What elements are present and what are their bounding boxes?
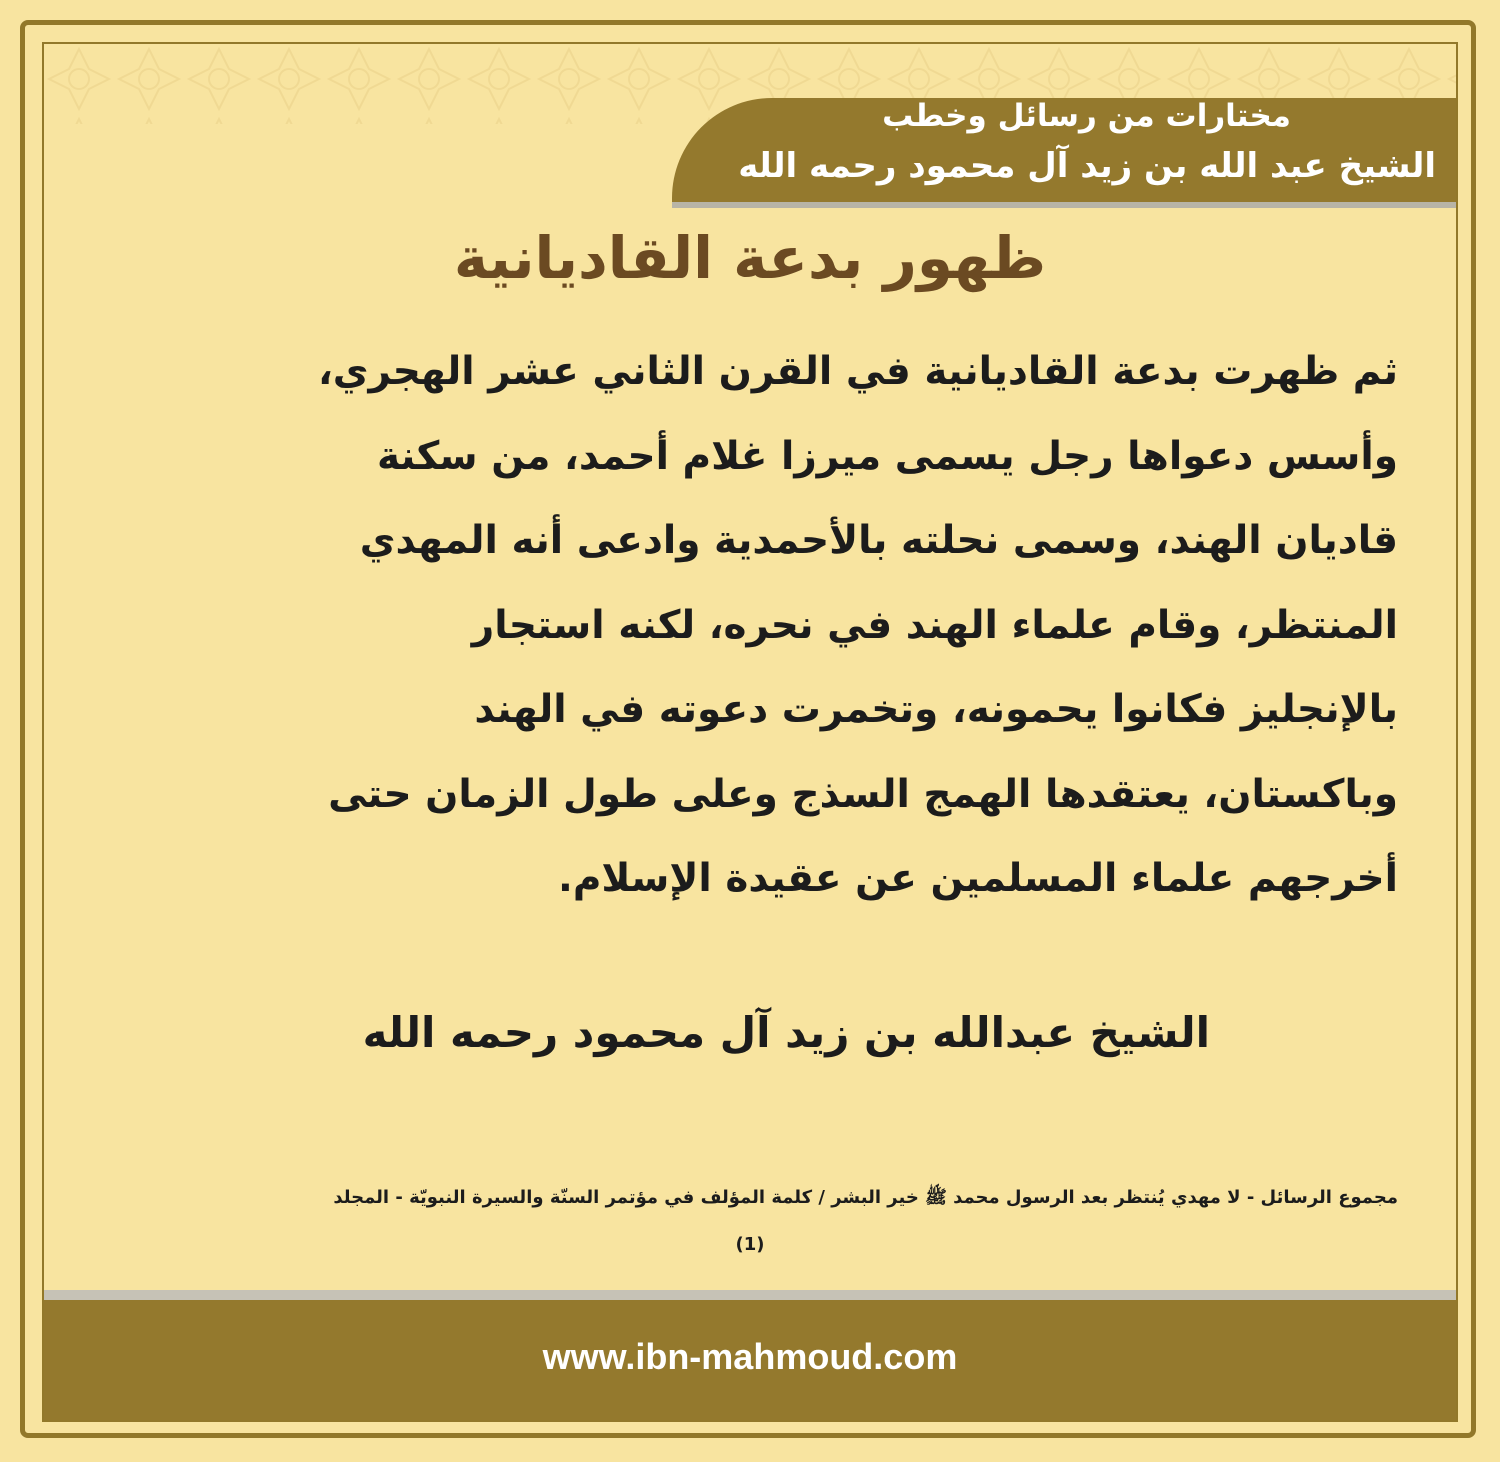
footer-separator — [44, 1290, 1456, 1300]
header-author-name: الشيخ عبد الله بن زيد آل محمود رحمه الله — [738, 146, 1436, 186]
body-line: بالإنجليز فكانوا يحمونه، وتخمرت دعوته في الهند — [474, 687, 1398, 732]
body-line: وأسس دعواها رجل يسمى ميرزا غلام أحمد، من سكنة — [377, 433, 1398, 479]
body-line: أخرجهم علماء المسلمين عن عقيدة الإسلام. — [558, 856, 1398, 901]
body-text — [170, 330, 1398, 922]
source-citation: مجموع الرسائل - لا مهدي يُنتظر بعد الرسول محمد ﷺ خير البشر / كلمة المؤلف في مؤتمر السنّة والسيرة النبويّة - المجلد — [333, 1187, 1398, 1208]
page-title: ظهور بدعة القاديانية — [453, 224, 1047, 292]
source-volume: (1) — [735, 1234, 765, 1255]
footer-band — [44, 1300, 1456, 1420]
author-signature: الشيخ عبدالله بن زيد آل محمود رحمه الله — [362, 1008, 1210, 1057]
header-band — [672, 98, 1456, 202]
body-line: ثم ظهرت بدعة القاديانية في القرن الثاني عشر الهجري، — [317, 349, 1398, 394]
header-series-title: مختارات من رسائل وخطب — [882, 98, 1291, 134]
body-line: وباكستان، يعتقدها الهمج السذج وعلى طول الزمان حتى — [328, 771, 1398, 817]
website-link[interactable]: www.ibn-mahmoud.com — [542, 1336, 958, 1377]
body-line: قاديان الهند، وسمى نحلته بالأحمدية وادعى أنه المهدي — [359, 518, 1398, 563]
body-line: المنتظر، وقام علماء الهند في نحره، لكنه استجار — [471, 602, 1398, 648]
